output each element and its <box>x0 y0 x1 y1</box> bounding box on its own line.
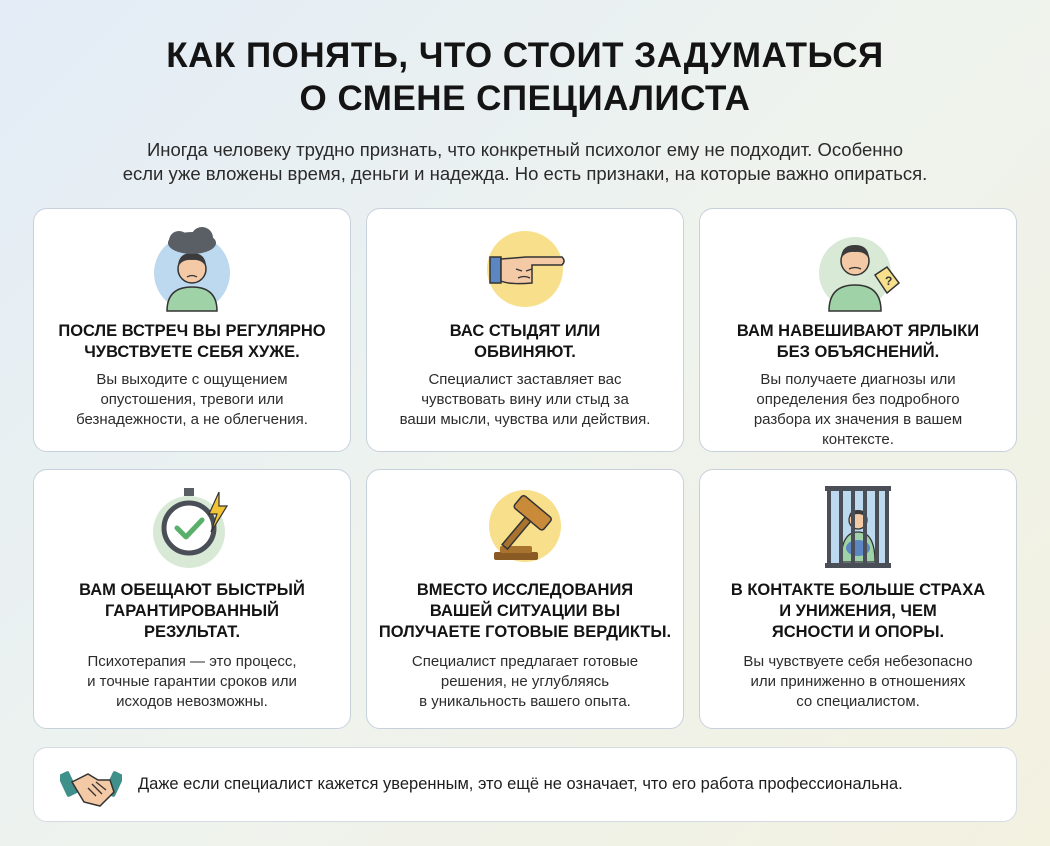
page-subtitle <box>60 138 990 186</box>
stopwatch-check-icon <box>147 482 237 572</box>
card-text: Вы получаете диагнозы или определения без подробного разбора их значения в вашем контексте. <box>753 371 963 448</box>
page-subtitle-line-1: Иногда человеку трудно признать, что конкретный психолог ему не подходит. Особенно <box>147 139 903 160</box>
card-text: Вы выходите с ощущением опустошения, тревоги или безнадежности, а не облегчения. <box>76 371 308 428</box>
sign-card-fear <box>699 469 1017 729</box>
sign-card-shame-blame <box>366 208 684 452</box>
card-text: Психотерапия — это процесс, и точные гарантии сроков или исходов невозможны. <box>87 653 297 710</box>
person-in-cage-icon <box>813 482 903 572</box>
sign-card-fast-result <box>33 469 351 729</box>
page-title <box>0 34 1050 120</box>
card-title: ВАМ ОБЕЩАЮТ БЫСТРЫЙ ГАРАНТИРОВАННЫЙ РЕЗУЛЬТАТ. <box>79 581 305 641</box>
gavel-icon <box>480 482 570 572</box>
person-with-label-icon <box>813 223 903 313</box>
card-title: В КОНТАКТЕ БОЛЬШЕ СТРАХА И УНИЖЕНИЯ, ЧЕМ ЯСНОСТИ И ОПОРЫ. <box>730 581 986 641</box>
sign-card-verdicts <box>366 469 684 729</box>
card-title: ПОСЛЕ ВСТРЕЧ ВЫ РЕГУЛЯРНО ЧУВСТВУЕТЕ СЕБЯ ХУЖЕ. <box>58 322 326 361</box>
card-title: ВАС СТЫДЯТ ИЛИ ОБВИНЯЮТ. <box>449 322 601 361</box>
svg-text:?: ? <box>885 274 893 288</box>
person-with-cloud-icon <box>147 223 237 313</box>
sign-card-labels <box>699 208 1017 452</box>
footer-note <box>33 747 1017 822</box>
card-title: ВАМ НАВЕШИВАЮТ ЯРЛЫКИ БЕЗ ОБЪЯСНЕНИЙ. <box>736 322 980 361</box>
handshake-icon <box>60 758 122 814</box>
pointing-hand-icon <box>480 223 570 313</box>
card-text: Специалист предлагает готовые решения, не углубляясь в уникальность вашего опыта. <box>411 653 639 710</box>
card-text: Вы чувствуете себя небезопасно или приниженно в отношениях со специалистом. <box>743 653 973 710</box>
card-text: Специалист заставляет вас чувствовать вину или стыд за ваши мысли, чувства или действия. <box>399 371 651 428</box>
page-title-line-1: КАК ПОНЯТЬ, ЧТО СТОИТ ЗАДУМАТЬСЯ <box>166 36 884 75</box>
footer-text: Даже если специалист кажется уверенным, это ещё не означает, что его работа профессиональна. <box>138 775 903 793</box>
sign-card-feel-worse <box>33 208 351 452</box>
page-title-line-2: О СМЕНЕ СПЕЦИАЛИСТА <box>299 79 751 118</box>
card-title: ВМЕСТО ИССЛЕДОВАНИЯ ВАШЕЙ СИТУАЦИИ ВЫ ПОЛУЧАЕТЕ ГОТОВЫЕ ВЕРДИКТЫ. <box>378 581 672 641</box>
page-subtitle-line-2: если уже вложены время, деньги и надежда. Но есть признаки, на которые важно опираться. <box>122 163 928 184</box>
